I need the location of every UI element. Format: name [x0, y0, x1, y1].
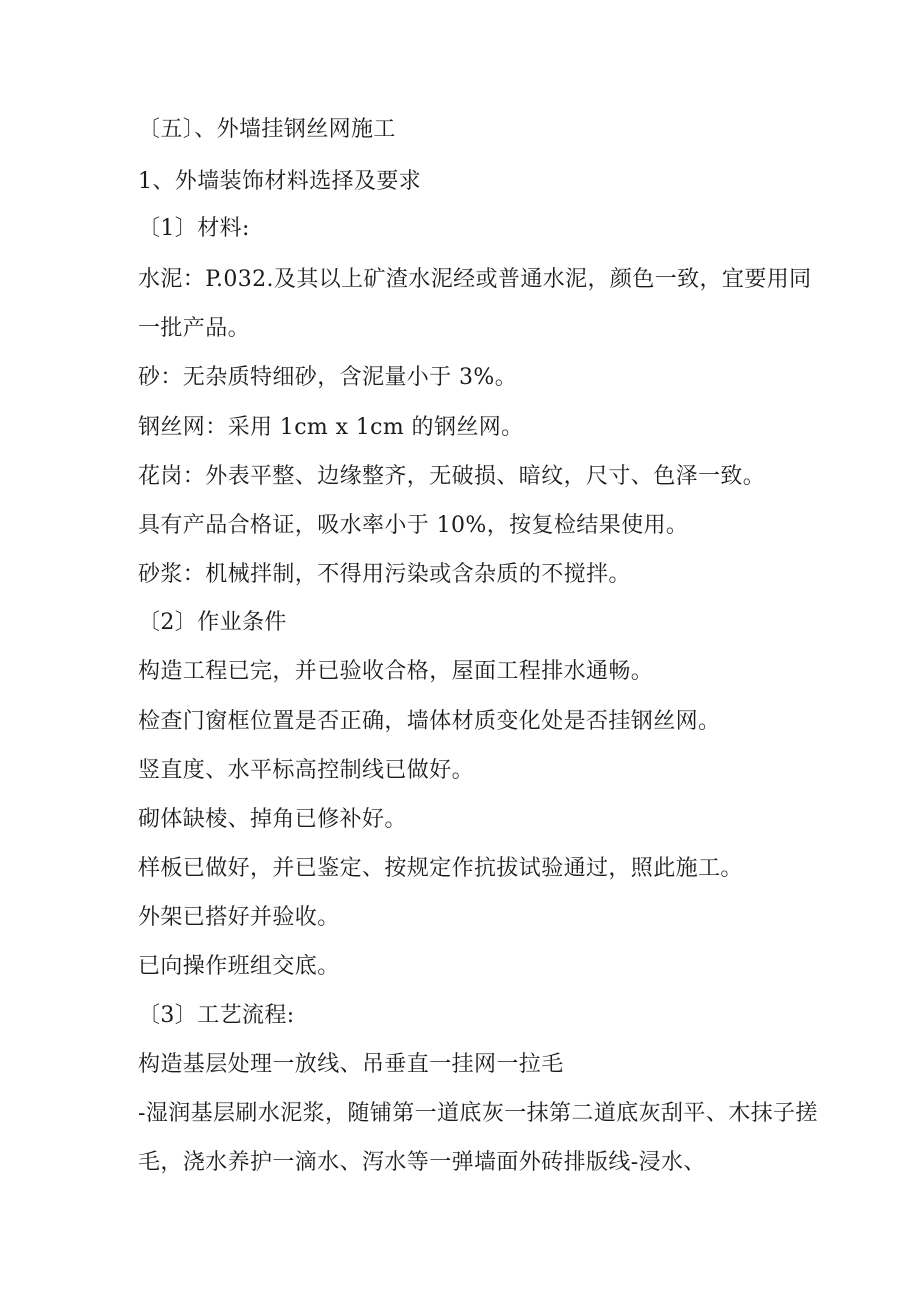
paragraph-line: 砂浆：机械拌制，不得用污染或含杂质的不搅拌。: [138, 562, 631, 587]
paragraph-line: 砂：无杂质特细砂，含泥量小于 3%。: [138, 365, 518, 390]
paragraph-line: 构造基层处理一放线、吊垂直一挂网一拉毛: [138, 1052, 564, 1077]
paragraph-line: 构造工程已完，并已验收合格，屋面工程排水通畅。: [138, 659, 654, 684]
paragraph-line: 钢丝网：采用 1cm x 1cm 的钢丝网。: [138, 415, 524, 440]
paragraph-line: 外架已搭好并验收。: [138, 905, 340, 930]
paragraph-line: -湿润基层刷水泥浆，随铺第一道底灰一抹第二道底灰刮平、木抹子搓: [138, 1101, 818, 1126]
paragraph-line: 具有产品合格证，吸水率小于 10%，按复检结果使用。: [138, 513, 689, 538]
section-heading: 〔五〕、外墙挂钢丝网施工: [138, 117, 396, 142]
item-heading-conditions: 〔2〕作业条件: [138, 610, 287, 635]
paragraph-line: 竖直度、水平标高控制线已做好。: [138, 758, 475, 783]
paragraph-line: 检查门窗框位置是否正确，墙体材质变化处是否挂钢丝网。: [138, 709, 721, 734]
item-heading-materials: 〔1〕材料:: [138, 216, 250, 241]
paragraph-line: 水泥：P.032.及其以上矿渣水泥经或普通水泥，颜色一致，宜要用同: [138, 267, 812, 292]
item-heading-process: 〔3〕工艺流程:: [138, 1003, 295, 1028]
paragraph-line: 砌体缺棱、掉角已修补好。: [138, 807, 407, 832]
paragraph-line: 毛，浇水养护一滴水、泻水等一弹墙面外砖排版线-浸水、: [138, 1150, 706, 1175]
paragraph-line: 样板已做好，并已鉴定、按规定作抗拔试验通过，照此施工。: [138, 856, 743, 881]
paragraph-line: 花岗：外表平整、边缘整齐，无破损、暗纹，尺寸、色泽一致。: [138, 464, 766, 489]
paragraph-line: 已向操作班组交底。: [138, 954, 340, 979]
paragraph-line: 一批产品。: [138, 316, 251, 341]
subsection-heading: 1、外墙装饰材料选择及要求: [138, 169, 422, 194]
